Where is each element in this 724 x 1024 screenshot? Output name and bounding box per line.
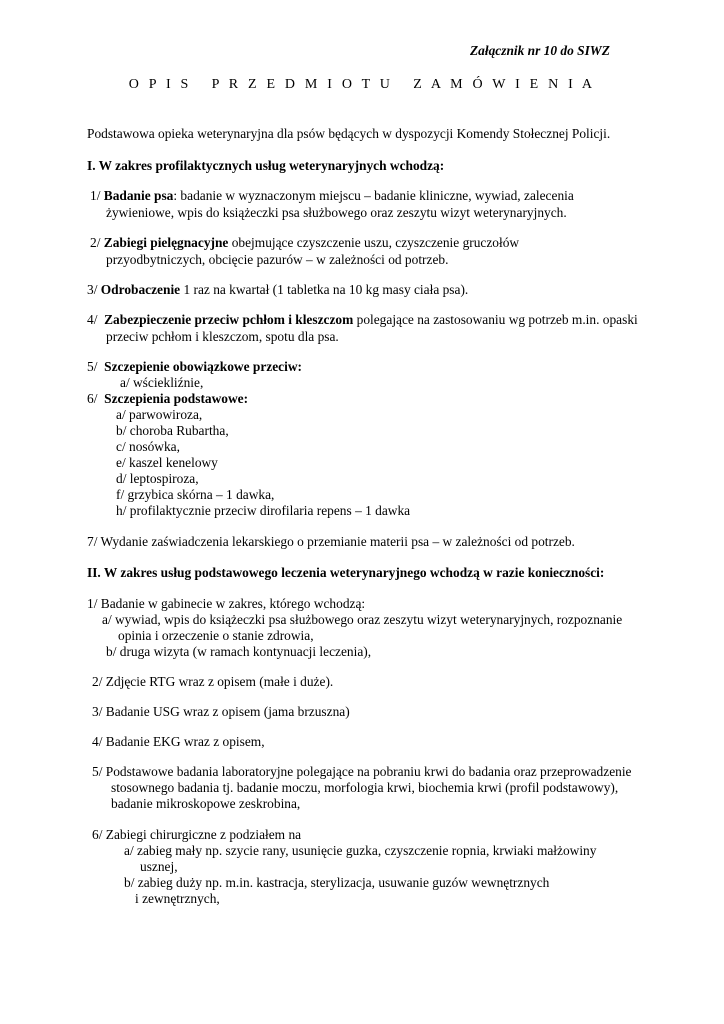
s1-item6-sub: c/ nosówka, (116, 439, 180, 454)
s1-item3: 3/ Odrobaczenie 1 raz na kwartał (1 tabletka na 10 kg masy ciała psa). (87, 282, 469, 297)
s1-item1-label: Badanie psa (103, 188, 174, 203)
s1-item1: 1/ Badanie psa: badanie w wyznaczonym miejscu – badanie kliniczne, wywiad, zalecenia (90, 188, 574, 203)
s1-item5-sub-a: a/ wściekliźnie, (120, 375, 204, 390)
s1-item6-sub: e/ kaszel kenelowy (116, 455, 218, 470)
s1-item6-sub: d/ leptospiroza, (116, 471, 199, 486)
s2-item1-a: a/ wywiad, wpis do książeczki psa służbowego oraz zeszytu wizyt weterynaryjnych, rozpoznanie (102, 612, 623, 627)
s1-item6-sub: f/ grzybica skórna – 1 dawka, (116, 487, 275, 502)
s2-item6-b-cont: i zewnętrznych, (135, 891, 220, 906)
s1-item3-label: Odrobaczenie (100, 282, 181, 297)
s1-item4-label: Zabezpieczenie przeciw pchłom i kleszczom (104, 312, 354, 327)
s1-item6-sub: a/ parwowiroza, (116, 407, 203, 422)
s1-item2: 2/ Zabiegi pielęgnacyjne obejmujące czyszczenie uszu, czyszczenie gruczołów (90, 235, 520, 250)
s2-item5-cont2: badanie mikroskopowe zeskrobina, (111, 796, 301, 811)
s2-item3: 3/ Badanie USG wraz z opisem (jama brzuszna) (92, 704, 350, 719)
s2-item1: 1/ Badanie w gabinecie w zakres, którego wchodzą: (87, 596, 366, 611)
section1-heading: I. W zakres profilaktycznych usług weterynaryjnych wchodzą: (87, 158, 445, 173)
s2-item5: 5/ Podstawowe badania laboratoryjne polegające na pobraniu krwi do badania oraz przeprowadzenie (92, 764, 632, 779)
s1-item2-cont: przyodbytniczych, obcięcie pazurów – w zależności od potrzeb. (106, 252, 449, 267)
s1-item5-label: Szczepienie obowiązkowe przeciw: (104, 359, 302, 374)
s2-item5-cont1: stosownego badania tj. badanie moczu, morfologia krwi, biochemia krwi (profil podstawowy), (111, 780, 619, 795)
s2-item6: 6/ Zabiegi chirurgiczne z podziałem na (92, 827, 302, 842)
intro-text: Podstawowa opieka weterynaryjna dla psów będących w dyspozycji Komendy Stołecznej Policji. (87, 126, 611, 141)
s1-item2-label: Zabiegi pielęgnacyjne (103, 235, 229, 250)
s1-item6-sub: h/ profilaktycznie przeciw dirofilaria repens – 1 dawka (116, 503, 411, 518)
document-title: O P I S P R Z E D M I O T U Z A M Ó W I E N I A (128, 77, 596, 92)
s1-item4: 4/ Zabezpieczenie przeciw pchłom i kleszczom polegające na zastosowaniu wg potrzeb m.in. opaski (87, 312, 638, 327)
s2-item1-b: b/ druga wizyta (w ramach kontynuacji leczenia), (106, 644, 372, 659)
s2-item2: 2/ Zdjęcie RTG wraz z opisem (małe i duże). (92, 674, 334, 689)
s1-item6: 6/ Szczepienia podstawowe: (87, 391, 249, 406)
s1-item1-cont: żywieniowe, wpis do książeczki psa służbowego oraz zeszytu wizyt weterynaryjnych. (106, 205, 567, 220)
s1-item4-cont: przeciw pchłom i kleszczom, spotu dla psa. (106, 329, 339, 344)
s1-item7: 7/ Wydanie zaświadczenia lekarskiego o przemianie materii psa – w zależności od potrzeb. (87, 534, 575, 549)
s2-item4: 4/ Badanie EKG wraz z opisem, (92, 734, 265, 749)
s1-item6-sub: b/ choroba Rubartha, (116, 423, 229, 438)
s2-item6-a: a/ zabieg mały np. szycie rany, usunięcie guzka, czyszczenie ropnia, krwiaki małżowiny (124, 843, 597, 858)
s1-item5: 5/ Szczepienie obowiązkowe przeciw: (87, 359, 302, 374)
section2-heading: II. W zakres usług podstawowego leczenia weterynaryjnego wchodzą w razie konieczności: (87, 565, 605, 580)
s2-item6-b: b/ zabieg duży np. m.in. kastracja, sterylizacja, usuwanie guzów wewnętrznych (124, 875, 550, 890)
s2-item1-a-cont: opinia i orzeczenie o stanie zdrowia, (118, 628, 314, 643)
s2-item6-a-cont: usznej, (140, 859, 178, 874)
attachment-label: Załącznik nr 10 do SIWZ (470, 43, 610, 58)
s1-item6-label: Szczepienia podstawowe: (104, 391, 249, 406)
